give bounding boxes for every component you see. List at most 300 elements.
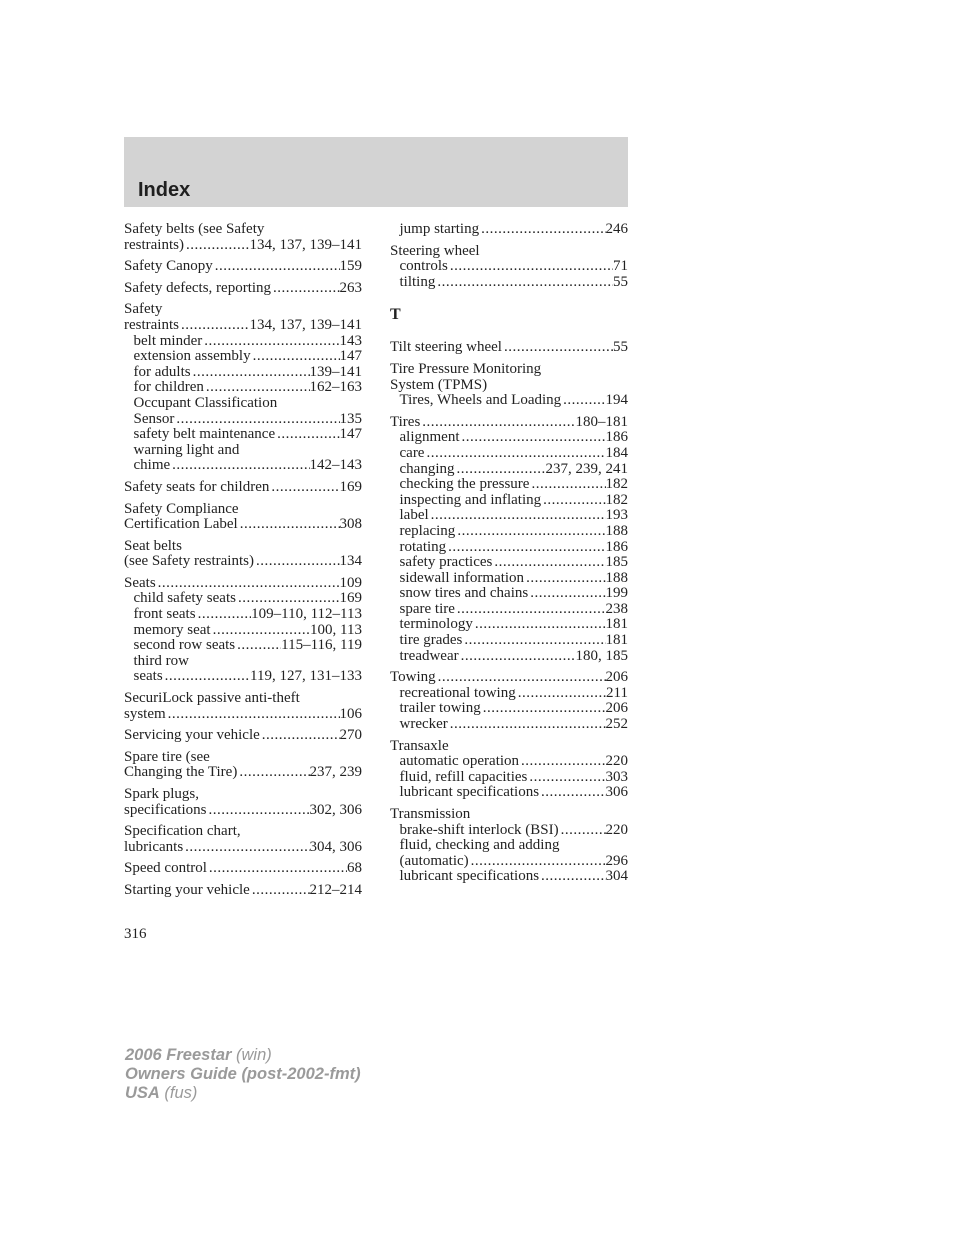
entry-text: chime (133, 457, 171, 474)
index-subentry-line (390, 838, 628, 854)
section-letter-t: T (390, 306, 401, 324)
page-reference: 211 (606, 684, 628, 701)
entry-text: label (399, 507, 429, 524)
page-reference: 238 (605, 600, 628, 617)
page-reference: 182 (605, 491, 628, 508)
entry-text: Transaxle (390, 737, 449, 754)
page-reference: 194 (605, 392, 628, 409)
index-entry (124, 539, 362, 570)
entry-text: warning light and (133, 441, 240, 458)
entry-text: for children (133, 379, 204, 396)
dot-leader (462, 633, 605, 649)
index-subentry-line (390, 524, 628, 540)
dot-leader (271, 281, 339, 297)
index-subentry-line (390, 540, 628, 556)
dot-leader (235, 638, 281, 654)
index-entry-line (124, 502, 362, 518)
right-column-top-entries (390, 222, 628, 290)
entry-text: Seat belts (124, 537, 182, 554)
page-reference: 71 (613, 258, 628, 275)
dot-leader (448, 259, 613, 275)
entry-text: replacing (399, 522, 456, 539)
index-entry (124, 691, 362, 722)
index-entry-line (124, 302, 362, 318)
dot-leader (260, 728, 340, 744)
page-reference: 180–181 (575, 413, 628, 430)
page-reference: 308 (339, 516, 362, 533)
entry-text: lubricants (124, 838, 184, 855)
index-entry-line (124, 824, 362, 840)
dot-leader (213, 259, 340, 275)
entry-text: (see Safety restraints) (124, 553, 254, 570)
entry-text: alignment (399, 429, 460, 446)
page-reference: 119, 127, 131–133 (250, 668, 362, 685)
entry-text: sidewall information (399, 569, 525, 586)
dot-leader (454, 462, 545, 478)
entry-text: trailer towing (399, 700, 481, 717)
entry-text: restraints) (124, 236, 184, 253)
index-subentry-line (124, 365, 362, 381)
index-entry-line (124, 539, 362, 555)
dot-leader (559, 823, 606, 839)
page-reference: 169 (339, 478, 362, 495)
entry-text: lubricant specifications (399, 868, 540, 885)
footer-line-2: Owners Guide (post-2002-fmt) (125, 1065, 361, 1083)
entry-text: Sensor (133, 410, 175, 427)
dot-leader (250, 883, 310, 899)
page-reference: 304 (605, 868, 628, 885)
entry-text: lubricant specifications (399, 784, 540, 801)
page-reference: 186 (605, 538, 628, 555)
entry-text: rotating (399, 538, 447, 555)
page-reference: 270 (339, 727, 362, 744)
index-subentry-line (390, 462, 628, 478)
entry-text: brake-shift interlock (BSI) (399, 821, 559, 838)
dot-leader (529, 477, 605, 493)
index-subentry-line (124, 427, 362, 443)
index-entry-line (124, 238, 362, 254)
entry-text: Spark plugs, (124, 786, 199, 802)
page-reference: 184 (605, 444, 628, 461)
page-reference: 237, 239 (309, 764, 362, 781)
dot-leader (420, 415, 575, 431)
page-reference: 109–110, 112–113 (251, 606, 362, 623)
entry-text: Safety Compliance (124, 500, 239, 517)
index-entry-line (124, 691, 362, 707)
dot-leader (516, 686, 606, 702)
index-entry-line (124, 803, 362, 819)
index-entry-line (124, 787, 362, 803)
dot-leader (237, 765, 309, 781)
entry-text: Tire Pressure Monitoring (390, 360, 542, 377)
entry-text: Tires (390, 413, 421, 430)
dot-leader (191, 365, 310, 381)
index-entry-line (124, 840, 362, 856)
index-entry-line (390, 340, 628, 356)
entry-text: spare tire (399, 600, 455, 617)
page-reference: 109 (339, 574, 362, 591)
dot-leader (528, 586, 605, 602)
entry-text: Safety defects, reporting (124, 279, 272, 296)
entry-text: care (399, 444, 425, 461)
page-reference: 162–163 (309, 379, 362, 396)
index-subentry-line (390, 259, 628, 275)
page-reference: 188 (605, 569, 628, 586)
entry-text: recreational towing (399, 684, 516, 701)
index-entry (124, 883, 362, 899)
index-entry-line (390, 362, 628, 378)
entry-text: memory seat (133, 621, 211, 638)
index-entry-line (390, 807, 628, 823)
index-entry-line (124, 554, 362, 570)
entry-text: Safety (124, 301, 163, 318)
index-subentry-line (390, 493, 628, 509)
entry-text: for adults (133, 363, 191, 380)
page-reference: 143 (339, 332, 362, 349)
index-subentry-line (124, 654, 362, 670)
dot-leader (541, 493, 605, 509)
dot-leader (179, 318, 250, 334)
index-subentry-line (124, 458, 362, 474)
dot-leader (524, 571, 605, 587)
entry-text: System (TPMS) (390, 376, 488, 393)
footer-line-3: USA (fus) (125, 1084, 198, 1102)
page-reference: 304, 306 (309, 838, 362, 855)
entry-text: Tires, Wheels and Loading (399, 392, 562, 409)
index-column-left (124, 222, 362, 905)
page-reference: 212–214 (309, 881, 362, 898)
index-subentry-line (390, 275, 628, 291)
index-subentry-line (390, 869, 628, 885)
dot-leader (166, 707, 340, 723)
index-entry-line (124, 750, 362, 766)
entry-text: Seats (124, 574, 156, 591)
index-entry-line (390, 415, 628, 431)
page-title: Index (138, 179, 191, 201)
index-entry (124, 787, 362, 818)
dot-leader (539, 785, 605, 801)
index-subentry-line (390, 649, 628, 665)
index-entry-line (390, 739, 628, 755)
entry-text: specifications (124, 801, 207, 818)
dot-leader (481, 701, 606, 717)
right-column-entries (390, 340, 628, 885)
entry-text: extension assembly (133, 348, 251, 365)
index-subentry-line (390, 477, 628, 493)
page-reference: 115–116, 119 (281, 637, 362, 654)
dot-leader (424, 446, 605, 462)
page-reference: 246 (605, 221, 628, 237)
page-reference: 180, 185 (575, 647, 628, 664)
page-reference: 181 (605, 616, 628, 633)
dot-leader (492, 555, 605, 571)
entry-text: seats (133, 668, 163, 685)
index-entry-line (390, 378, 628, 394)
index-entry-line (124, 222, 362, 238)
index-entry (124, 750, 362, 781)
page-reference: 134 (339, 553, 362, 570)
index-subentry-line (390, 571, 628, 587)
entry-text: Transmission (390, 806, 471, 822)
dot-leader (455, 602, 606, 618)
index-subentry-line (390, 854, 628, 870)
page-reference: 206 (605, 700, 628, 717)
index-entry-line (124, 576, 362, 592)
index-entry (124, 502, 362, 533)
entry-text: SecuriLock passive anti-theft (124, 690, 300, 707)
page-reference: 134, 137, 139–141 (249, 236, 362, 253)
dot-leader (459, 649, 576, 665)
index-entry-line (124, 517, 362, 533)
dot-leader (236, 591, 340, 607)
entry-text: Spare tire (see (124, 748, 210, 765)
index-entry (390, 244, 628, 291)
entry-text: Speed control (124, 860, 207, 877)
index-entry-line (124, 765, 362, 781)
entry-text: safety belt maintenance (133, 426, 276, 443)
page-reference: 135 (339, 410, 362, 427)
entry-text: Servicing your vehicle (124, 727, 260, 744)
index-entry (124, 728, 362, 744)
index-subentry-line (124, 443, 362, 459)
dot-leader (204, 380, 310, 396)
entry-text: Steering wheel (390, 242, 480, 259)
entry-text: jump starting (399, 221, 480, 237)
dot-leader (275, 427, 339, 443)
index-entry (124, 281, 362, 297)
dot-leader (211, 623, 310, 639)
index-subentry-line (390, 555, 628, 571)
index-entry-line (124, 318, 362, 334)
index-subentry-line (390, 430, 628, 446)
dot-leader (479, 222, 605, 238)
page-reference: 237, 239, 241 (545, 460, 628, 477)
entry-text: Safety seats for children (124, 478, 270, 495)
index-subentry-line (390, 222, 628, 238)
index-subentry-line (124, 396, 362, 412)
dot-leader (269, 480, 339, 496)
index-entry-line (124, 259, 362, 275)
index-subentry-line (390, 770, 628, 786)
page-reference: 302, 306 (309, 801, 362, 818)
index-subentry-line (390, 393, 628, 409)
page-reference: 55 (613, 339, 628, 356)
index-subentry-line (124, 334, 362, 350)
page-reference: 220 (605, 753, 628, 770)
entry-text: controls (399, 258, 448, 275)
index-entry (390, 739, 628, 801)
page-reference: 306 (605, 784, 628, 801)
index-entry-line (124, 861, 362, 877)
entry-text: treadwear (399, 647, 459, 664)
entry-text: Specification chart, (124, 823, 241, 840)
index-entry-line (124, 281, 362, 297)
entry-text: third row (133, 652, 189, 669)
index-subentry-line (124, 349, 362, 365)
entry-text: Certification Label (124, 516, 238, 533)
dot-leader (539, 869, 605, 885)
entry-text: Starting your vehicle (124, 881, 250, 898)
index-subentry-line (124, 638, 362, 654)
page-reference: 147 (339, 348, 362, 365)
index-subentry-line (390, 823, 628, 839)
entry-text: Safety belts (see Safety (124, 221, 265, 237)
dot-leader (446, 540, 605, 556)
index-entry (390, 362, 628, 409)
dot-leader (502, 340, 613, 356)
dot-leader (435, 275, 613, 291)
entry-text: Tilt steering wheel (390, 339, 502, 356)
dot-leader (527, 770, 605, 786)
dot-leader (156, 576, 340, 592)
page-reference: 199 (605, 585, 628, 602)
index-entry-line (390, 670, 628, 686)
entry-text: child safety seats (133, 590, 236, 607)
page-reference: 186 (605, 429, 628, 446)
page-reference: 263 (339, 279, 362, 296)
dot-leader (460, 430, 606, 446)
page-reference: 159 (339, 258, 362, 275)
dot-leader (251, 349, 340, 365)
entry-text: Safety Canopy (124, 258, 213, 275)
page-reference: 185 (605, 554, 628, 571)
entry-text: belt minder (133, 332, 203, 349)
index-entry (124, 222, 362, 253)
index-entry (124, 861, 362, 877)
dot-leader (206, 803, 309, 819)
index-subentry-line (390, 717, 628, 733)
dot-leader (473, 617, 606, 633)
entry-text: checking the pressure (399, 476, 530, 493)
index-entry (390, 415, 628, 665)
entry-text: tire grades (399, 632, 463, 649)
dot-leader (429, 508, 606, 524)
dot-leader (170, 458, 309, 474)
entry-text: second row seats (133, 637, 236, 654)
entry-text: terminology (399, 616, 473, 633)
page-reference: 55 (613, 273, 628, 290)
index-subentry-line (390, 785, 628, 801)
dot-leader (202, 334, 339, 350)
page-reference: 147 (339, 426, 362, 443)
index-entry (390, 807, 628, 885)
index-header-bar (124, 137, 628, 207)
entry-text: fluid, refill capacities (399, 768, 528, 785)
page-reference: 142–143 (309, 457, 362, 474)
index-subentry-line (124, 591, 362, 607)
entry-text: (automatic) (399, 852, 469, 869)
index-entry-line (124, 480, 362, 496)
page-reference: 134, 137, 139–141 (249, 316, 362, 333)
page-reference: 193 (605, 507, 628, 524)
dot-leader (183, 840, 309, 856)
dot-leader (436, 670, 606, 686)
index-subentry-line (390, 508, 628, 524)
index-entry-line (124, 707, 362, 723)
entry-text: Changing the Tire) (124, 764, 238, 781)
document-footer (125, 1046, 361, 1103)
entry-text: front seats (133, 606, 196, 623)
page-reference: 68 (347, 860, 362, 877)
index-subentry-line (390, 617, 628, 633)
index-column-right (390, 222, 628, 891)
entry-text: wrecker (399, 716, 448, 733)
index-subentry-line (390, 686, 628, 702)
index-entry (390, 222, 628, 238)
index-subentry-line (124, 607, 362, 623)
index-entry (124, 302, 362, 474)
dot-leader (196, 607, 252, 623)
index-entry (390, 340, 628, 356)
page-reference: 139–141 (309, 363, 362, 380)
entry-text: snow tires and chains (399, 585, 529, 602)
entry-text: restraints (124, 316, 179, 333)
dot-leader (469, 854, 606, 870)
page-reference: 252 (605, 716, 628, 733)
index-subentry-line (390, 633, 628, 649)
dot-leader (519, 754, 605, 770)
dot-leader (561, 393, 605, 409)
index-entry-line (124, 883, 362, 899)
dot-leader (238, 517, 340, 533)
page-number: 316 (124, 926, 147, 942)
dot-leader (448, 717, 606, 733)
dot-leader (455, 524, 605, 540)
page-reference: 106 (339, 705, 362, 722)
index-subentry-line (124, 623, 362, 639)
index-entry (390, 670, 628, 732)
index-entry (124, 259, 362, 275)
index-subentry-line (390, 602, 628, 618)
entry-text: changing (399, 460, 455, 477)
page-reference: 100, 113 (310, 621, 362, 638)
entry-text: inspecting and inflating (399, 491, 542, 508)
entry-text: Occupant Classification (133, 394, 278, 411)
index-subentry-line (390, 701, 628, 717)
entry-text: automatic operation (399, 753, 520, 770)
index-subentry-line (390, 586, 628, 602)
index-subentry-line (390, 446, 628, 462)
index-subentry-line (390, 754, 628, 770)
dot-leader (254, 554, 340, 570)
index-subentry-line (124, 412, 362, 428)
index-entry-line (124, 728, 362, 744)
page-reference: 303 (605, 768, 628, 785)
index-entry-line (390, 244, 628, 260)
index-subentry-line (124, 669, 362, 685)
page-reference: 169 (339, 590, 362, 607)
index-subentry-line (124, 380, 362, 396)
footer-line-1: 2006 Freestar (win) (125, 1046, 272, 1064)
dot-leader (174, 412, 339, 428)
index-entry (124, 480, 362, 496)
page-reference: 296 (605, 852, 628, 869)
page-reference: 182 (605, 476, 628, 493)
index-entry (124, 576, 362, 685)
entry-text: tilting (399, 273, 436, 290)
entry-text: fluid, checking and adding (399, 837, 560, 854)
dot-leader (207, 861, 347, 877)
page-reference: 188 (605, 522, 628, 539)
index-entry (124, 824, 362, 855)
dot-leader (184, 238, 250, 254)
entry-text: system (124, 705, 166, 722)
dot-leader (163, 669, 250, 685)
entry-text: safety practices (399, 554, 493, 571)
page-reference: 181 (605, 632, 628, 649)
page-reference: 220 (605, 821, 628, 838)
page-reference: 206 (605, 669, 628, 686)
